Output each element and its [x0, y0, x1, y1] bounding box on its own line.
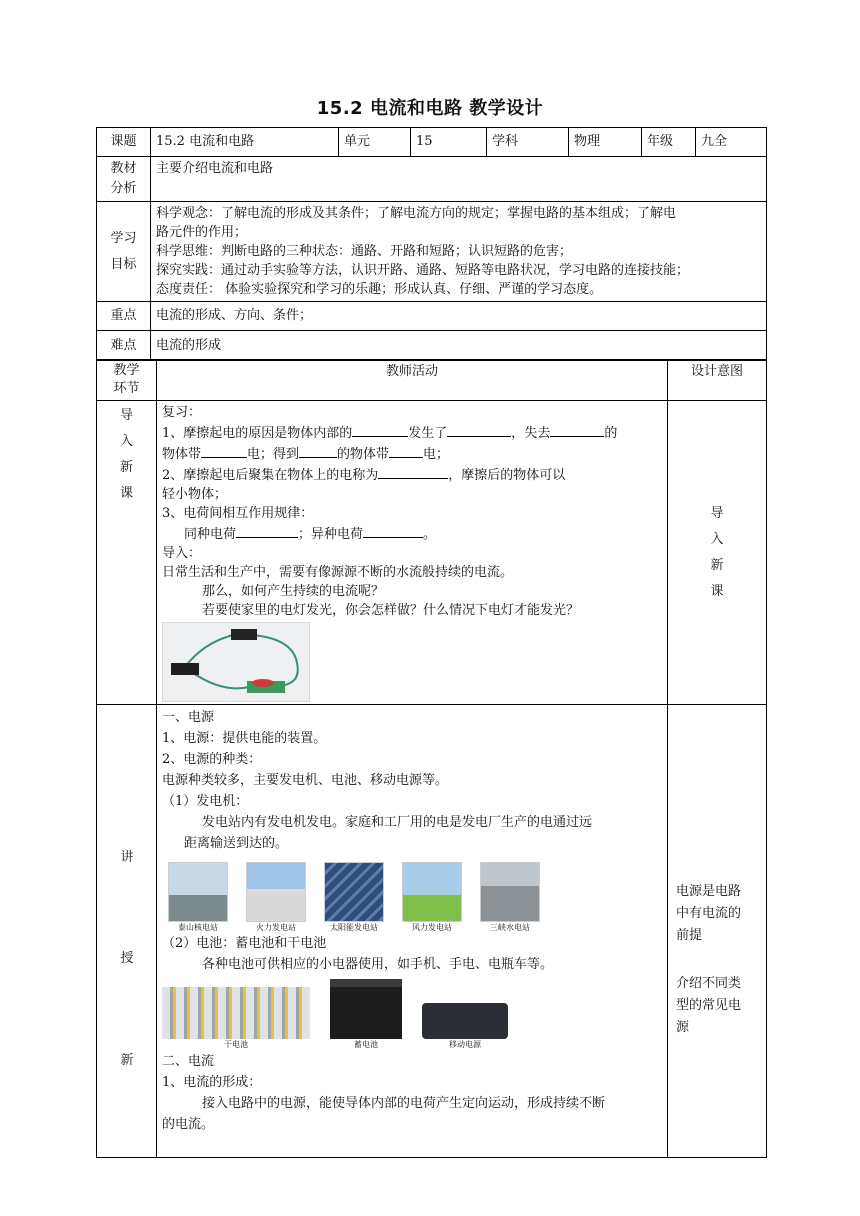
intro-content: 复习： 1、摩擦起电的原因是物体内部的 发生了 ，失去 的 物体带 电；得到 的物体带 电； 2、摩擦起电后聚集在物体上的电称为 ，摩擦后的物体可以 轻小物体； 3、电荷间相互作用规律： 同种电荷 ；异种电荷 。 导入： 日常生活和生产中，需要有像源源不断的水流般持续的电流。 那么，如何产生持续的电流呢？ 若要使家里的电灯发光，你会怎样做？什么情况下电灯才能发光？ — [157, 401, 668, 705]
station-item: 泰山核电站 — [168, 862, 228, 933]
station-photos — [168, 862, 662, 933]
difficult-label: 难点 — [97, 331, 151, 361]
station-item: 火力发电站 — [246, 862, 306, 933]
grade-label: 年级 — [642, 128, 696, 157]
topic-label: 课题 — [97, 128, 151, 157]
lecture-intent — [668, 705, 767, 1158]
topic-value: 15.2 电流和电路 — [151, 128, 339, 157]
info-row — [97, 128, 767, 157]
difficult-row — [97, 331, 767, 361]
station-item: 太阳能发电站 — [324, 862, 384, 933]
battery-item: 蓄电池 — [330, 979, 402, 1051]
station-item: 风力发电站 — [402, 862, 462, 933]
circuit-photo — [162, 622, 310, 702]
teacher-header: 教师活动 — [157, 360, 668, 401]
activity-table — [96, 359, 767, 1158]
subject-value: 物理 — [569, 128, 642, 157]
analysis-label: 教材 分析 — [97, 157, 151, 202]
grade-value: 九全 — [696, 128, 767, 157]
activity-header — [97, 360, 767, 401]
battery-photos — [162, 979, 662, 1051]
intent-header: 设计意图 — [668, 360, 767, 401]
subject-label: 学科 — [487, 128, 569, 157]
intro-stage: 导 入 新 课 — [97, 401, 157, 705]
intro-intent: 导 入 新 课 — [668, 401, 767, 705]
battery-item: 移动电源 — [422, 987, 508, 1051]
unit-label: 单元 — [339, 128, 411, 157]
intent-note-2: 介绍不同类 型的常见电 源 — [676, 976, 742, 1035]
intent-note-1: 电源是电路 中有电流的 前提 — [676, 884, 742, 943]
intro-row — [97, 401, 767, 705]
stage-header: 教学 环节 — [97, 360, 157, 401]
lecture-stage: 讲 授 新 — [97, 705, 157, 1158]
objectives-row — [97, 202, 767, 302]
key-text: 电流的形成、方向、条件； — [151, 302, 767, 331]
analysis-text: 主要介绍电流和电路 — [151, 157, 767, 202]
info-table — [96, 127, 767, 361]
battery-item: 干电池 — [162, 987, 310, 1051]
key-row — [97, 302, 767, 331]
difficult-text: 电流的形成 — [151, 331, 767, 361]
analysis-row — [97, 157, 767, 202]
station-item: 三峡水电站 — [480, 862, 540, 933]
objectives-label: 学习 目标 — [97, 202, 151, 302]
unit-value: 15 — [411, 128, 487, 157]
key-label: 重点 — [97, 302, 151, 331]
lecture-row — [97, 705, 767, 1158]
lecture-content: 一、电源 1、电源：提供电能的装置。 2、电源的种类： 电源种类较多，主要发电机、电池、移动电源等。 （1）发电机： 发电站内有发电机发电。家庭和工厂用的电是发电厂生产的电通过远 距离输送到达的。 泰山核电站 火力发电站 太阳能发电站 风力发电站 三峡水电站 （2）电池：蓄电池和干电池 各种电池可供相应的小电器使用，如手机、手电、电瓶车等。 干电池 蓄电池 移动电源 二、电流 1、电流的形成： 接入电路中的电源，能使导体内部的电荷产生定向运动，形成持续不断 的电流。 — [157, 705, 668, 1158]
objectives-text: 科学观念：了解电流的形成及其条件；了解电流方向的规定；掌握电路的基本组成；了解电 路元件的作用； 科学思维：判断电路的三种状态：通路、开路和短路；认识短路的危害； 探究实践：通过动手实验等方法，认识开路、通路、短路等电路状况，学习电路的连接技能； 态度责任： 体验实验探究和学习的乐趣；形成认真、仔细、严谨的学习态度。 — [151, 202, 767, 302]
page-title: 15.2 电流和电路 教学设计 — [316, 98, 544, 119]
